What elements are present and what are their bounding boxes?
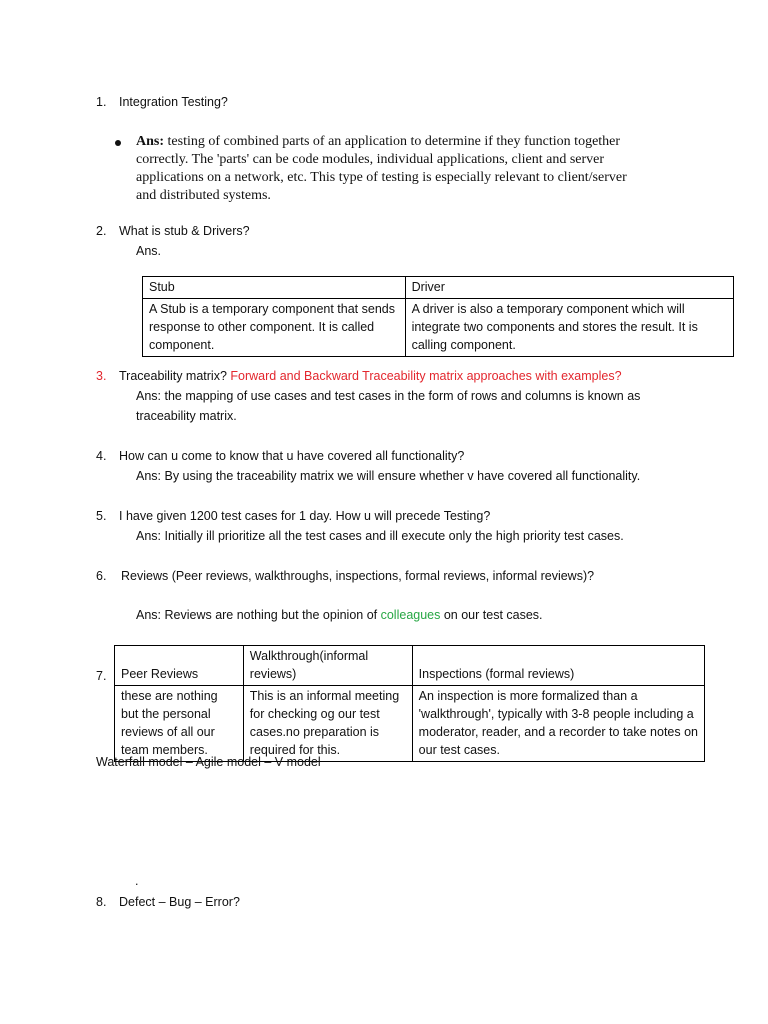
q4-question: How can u come to know that u have covered all functionality? bbox=[119, 449, 465, 463]
q6-number: 6. bbox=[96, 569, 107, 583]
q6-question: Reviews (Peer reviews, walkthroughs, inspections, formal reviews, informal reviews)? bbox=[121, 569, 595, 583]
q3-answer-line1: Ans: the mapping of use cases and test cases in the form of rows and columns is known as bbox=[136, 389, 641, 403]
q5-number: 5. bbox=[96, 509, 107, 523]
q8-number: 8. bbox=[96, 895, 107, 909]
peer-reviews-header: Peer Reviews bbox=[115, 646, 244, 686]
driver-definition: A driver is also a temporary component which will integrate two components and stores the result. It is calling component. bbox=[405, 299, 733, 357]
inspections-definition: An inspection is more formalized than a 'walkthrough', typically with 3-8 people including a moderator, reader, and a recorder to take notes on our test cases. bbox=[412, 686, 704, 762]
stray-dot: . bbox=[135, 874, 139, 888]
q2-answer-label: Ans. bbox=[136, 244, 162, 258]
q8-question: Defect – Bug – Error? bbox=[119, 895, 240, 909]
q1-number: 1. bbox=[96, 95, 107, 109]
q5-answer: Ans: Initially ill prioritize all the test cases and ill execute only the high priority test cases. bbox=[136, 529, 624, 543]
walkthrough-header: Walkthrough(informal reviews) bbox=[243, 646, 412, 686]
stub-driver-table bbox=[142, 276, 734, 357]
q1-answer-line4: and distributed systems. bbox=[136, 188, 271, 203]
q1-question: Integration Testing? bbox=[119, 95, 228, 109]
q3-answer-line2: traceability matrix. bbox=[136, 409, 237, 423]
table-header-row bbox=[115, 646, 705, 686]
q2-question: What is stub & Drivers? bbox=[119, 224, 250, 238]
q5-question: I have given 1200 test cases for 1 day. How u will precede Testing? bbox=[119, 509, 491, 523]
driver-header: Driver bbox=[405, 277, 733, 299]
q3-question: Traceability matrix? bbox=[119, 369, 227, 383]
q6-answer-highlight: colleagues bbox=[380, 608, 441, 622]
walkthrough-definition: This is an informal meeting for checking og our test cases.no preparation is required for this. bbox=[243, 686, 412, 762]
q1-answer-line2: correctly. The 'parts' can be code modules, individual applications, client and server bbox=[136, 152, 605, 167]
q1-answer-line1 bbox=[136, 133, 620, 151]
q3-question-line bbox=[119, 369, 622, 383]
table-row bbox=[143, 299, 734, 357]
sdlc-models: Waterfall model – Agile model – V model bbox=[96, 755, 321, 769]
q3-highlight: Forward and Backward Traceability matrix approaches with examples? bbox=[230, 369, 622, 383]
q1-answer-line3: applications on a network, etc. This type of testing is especially relevant to client/server bbox=[136, 170, 627, 185]
table-header-row bbox=[143, 277, 734, 299]
reviews-table bbox=[114, 645, 705, 762]
q7-number: 7. bbox=[96, 669, 107, 683]
stub-definition: A Stub is a temporary component that sends response to other component. It is called component. bbox=[143, 299, 406, 357]
inspections-header: Inspections (formal reviews) bbox=[412, 646, 704, 686]
bullet-icon bbox=[115, 140, 121, 146]
peer-reviews-definition: these are nothing but the personal reviews of all our team members. bbox=[115, 686, 244, 762]
q3-number: 3. bbox=[96, 369, 107, 383]
stub-header: Stub bbox=[143, 277, 406, 299]
q1-answer-text1: testing of combined parts of an application to determine if they function together bbox=[167, 134, 621, 149]
table-row bbox=[115, 686, 705, 762]
q1-answer-prefix: Ans: bbox=[136, 134, 165, 149]
q6-answer-text: Ans: Reviews are nothing but the opinion of bbox=[136, 608, 381, 622]
q6-answer-end: on our test cases. bbox=[440, 608, 543, 622]
q2-number: 2. bbox=[96, 224, 107, 238]
q6-answer bbox=[136, 608, 543, 622]
q4-number: 4. bbox=[96, 449, 107, 463]
q4-answer: Ans: By using the traceability matrix we will ensure whether v have covered all functionality. bbox=[136, 469, 641, 483]
